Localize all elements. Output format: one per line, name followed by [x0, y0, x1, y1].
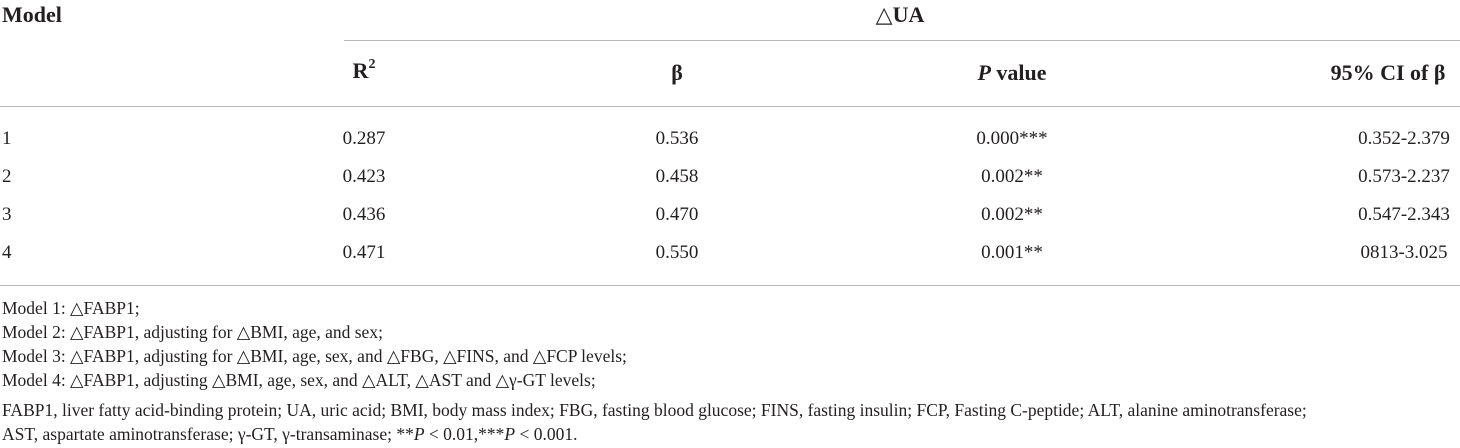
p-symbol: P — [977, 60, 991, 85]
p-threshold-2: < 0.001. — [515, 424, 578, 444]
group-header-divider — [344, 40, 1460, 41]
ua-group-header: △UA — [875, 2, 925, 27]
p-symbol: P — [504, 424, 516, 444]
row-model: 3 — [2, 204, 12, 225]
footnote-model-1: Model 1: △FABP1; — [2, 298, 140, 318]
abbreviations-text: AST, aspartate aminotransferase; γ-GT, γ-transaminase; ** — [2, 424, 414, 444]
row-r-squared: 0.423 — [342, 166, 386, 187]
footnote-abbreviations-1: FABP1, liver fatty acid-binding protein; UA, uric acid; BMI, body mass index; FBG, fasting blood glucose; FINS, fasting insulin; FCP, Fasting C-peptide; ALT, alanine aminotransferase; — [2, 400, 1307, 420]
r-squared-superscript: 2 — [368, 56, 376, 72]
row-beta: 0.470 — [655, 204, 699, 225]
row-ci: 0.547-2.343 — [1358, 204, 1450, 225]
row-model: 1 — [2, 128, 12, 149]
row-p-value: 0.002** — [981, 166, 1043, 187]
row-beta: 0.536 — [655, 128, 699, 149]
beta-column-header: β — [671, 60, 683, 85]
p-threshold-1: < 0.01,*** — [424, 424, 505, 444]
row-model: 2 — [2, 166, 12, 187]
footnote-model-2: Model 2: △FABP1, adjusting for △BMI, age, and sex; — [2, 322, 383, 342]
row-beta: 0.550 — [655, 242, 699, 263]
row-p-value: 0.002** — [981, 204, 1043, 225]
r-squared-label: R — [352, 58, 369, 83]
row-ci: 0.352-2.379 — [1358, 128, 1450, 149]
row-ci: 0813-3.025 — [1360, 242, 1448, 263]
row-r-squared: 0.471 — [342, 242, 386, 263]
row-beta: 0.458 — [655, 166, 699, 187]
p-symbol: P — [413, 424, 425, 444]
p-value-column-header — [977, 60, 1046, 86]
row-model: 4 — [2, 242, 12, 263]
row-r-squared: 0.287 — [342, 128, 386, 149]
footnote-abbreviations-2 — [2, 424, 577, 445]
p-value-label: value — [990, 60, 1047, 85]
model-column-header: Model — [2, 2, 62, 27]
row-p-value: 0.000*** — [976, 128, 1048, 149]
row-p-value: 0.001** — [981, 242, 1043, 263]
row-r-squared: 0.436 — [342, 204, 386, 225]
footnote-model-3: Model 3: △FABP1, adjusting for △BMI, age, sex, and △FBG, △FINS, and △FCP levels; — [2, 346, 627, 366]
table-bottom-divider — [0, 285, 1460, 286]
ci-column-header: 95% CI of β — [1330, 60, 1446, 85]
r-squared-column-header — [353, 58, 376, 84]
row-ci: 0.573-2.237 — [1358, 166, 1450, 187]
footnote-model-4: Model 4: △FABP1, adjusting △BMI, age, sex, and △ALT, △AST and △γ-GT levels; — [2, 370, 596, 390]
header-bottom-divider — [0, 106, 1460, 107]
